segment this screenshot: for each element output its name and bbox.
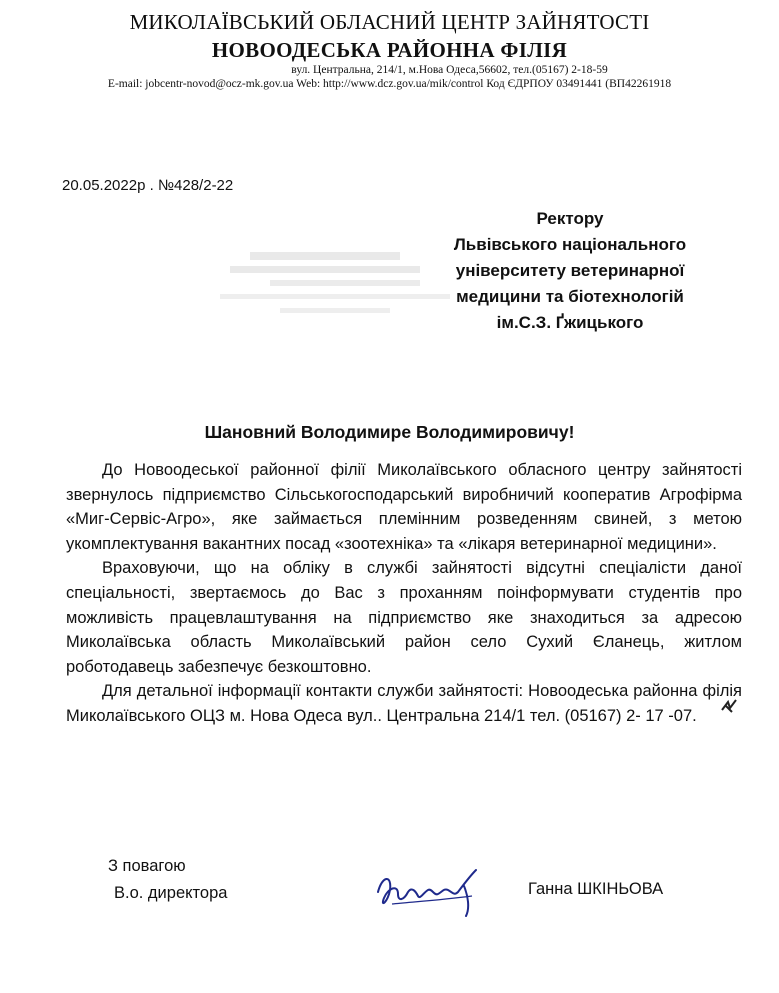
- salutation: Шановний Володимире Володимировичу!: [204, 422, 575, 442]
- recipient-line: Ректору: [536, 209, 604, 228]
- ink-speck-mark: [718, 696, 740, 716]
- recipient-line: Львівського національного: [453, 235, 687, 254]
- closing-regards: З повагою: [108, 857, 186, 875]
- handwritten-signature: [372, 862, 490, 922]
- closing-block: [108, 853, 227, 907]
- reference-date: 20.05.2022р .: [62, 177, 154, 194]
- body-paragraph: Для детальної інформації контакти служби зайнятості: Новоодеська районна філія Миколаївського ОЦЗ м. Нова Одеса вул.. Центральна 214/1 тел. (05167) 2- 17 -07.: [66, 682, 742, 725]
- letterhead-branch: НОВООДЕСЬКА РАЙОННА ФІЛІЯ: [211, 38, 568, 62]
- letter-body: [66, 458, 742, 729]
- closing-position: В.о. директора: [114, 884, 228, 902]
- recipient-line: університету ветеринарної: [455, 261, 685, 280]
- signer-name: Ганна ШКІНЬОВА: [528, 880, 664, 898]
- letterhead-contacts: E-mail: jobcentr-novod@ocz-mk.gov.ua Web: http://www.dcz.gov.ua/mik/control Код ЄДРПОУ 03491441 (ВП42261918: [107, 78, 672, 90]
- recipient-line: ім.С.З. Ґжицького: [496, 313, 644, 332]
- body-paragraph: До Новоодеської районної філії Миколаївського обласного центру зайнятості звернулось підприємство Сільськогосподарський виробничий кооператив Агрофірма «Миг-Сервіс-Агро», яке займається племінним розведенням свиней, з метою укомплектування вакантних посад «зоотехніка» та «лікаря ветеринарної медицини».: [66, 461, 742, 553]
- reference-line: [62, 177, 233, 194]
- reference-number: №428/2-22: [157, 177, 234, 194]
- recipient-block: [420, 206, 720, 336]
- letterhead-address: вул. Центральна, 214/1, м.Нова Одеса,56602, тел.(05167) 2-18-59: [291, 64, 608, 76]
- body-paragraph: Враховуючи, що на обліку в службі зайнятості відсутні спеціалісти даної спеціальності, звертаємось до Вас з проханням поінформувати студентів про можливість працевлаштування на підприємство яке знаходиться за адресою Миколаївська область Миколаївський район село Сухий Єланець, житлом роботодавець забезпечує безкоштовно.: [66, 559, 742, 676]
- recipient-line: медицини та біотехнологій: [456, 287, 684, 306]
- letterhead-organization: МИКОЛАЇВСЬКИЙ ОБЛАСНИЙ ЦЕНТР ЗАЙНЯТОСТІ: [129, 10, 650, 34]
